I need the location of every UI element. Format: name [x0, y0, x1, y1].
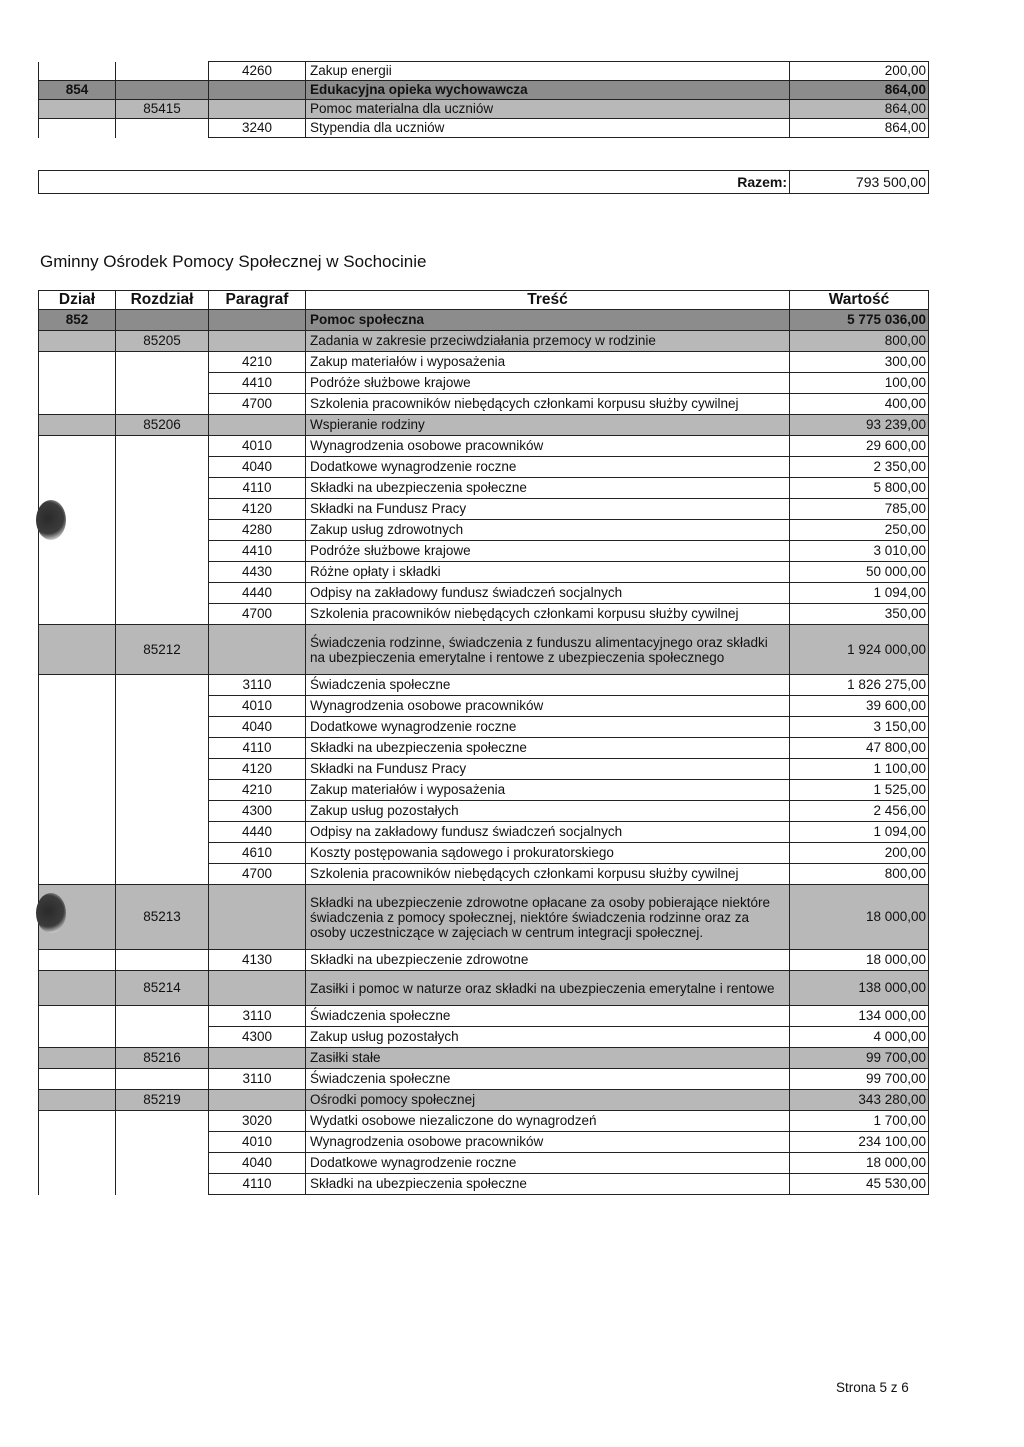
- cell-wartosc: 2 350,00: [790, 457, 929, 478]
- cell-dzial: [39, 541, 116, 562]
- razem-row: [39, 171, 929, 194]
- cell-dzial: [39, 950, 116, 971]
- cell-tresc: Odpisy na zakładowy fundusz świadczeń socjalnych: [306, 822, 790, 843]
- cell-tresc: Wynagrodzenia osobowe pracowników: [306, 1132, 790, 1153]
- table-row-item: [39, 373, 929, 394]
- cell-rozdzial: [116, 801, 209, 822]
- cell-tresc: Pomoc społeczna: [306, 310, 790, 331]
- table-row-item: [39, 604, 929, 625]
- cell-wartosc: 5 775 036,00: [790, 310, 929, 331]
- cell-wartosc: 99 700,00: [790, 1048, 929, 1069]
- cell-paragraf: 4210: [209, 352, 306, 373]
- cell-dzial: [39, 780, 116, 801]
- cell-dzial: [39, 62, 116, 81]
- top-budget-table: [38, 61, 929, 138]
- table-row-item: [39, 562, 929, 583]
- cell-rozdzial: [116, 759, 209, 780]
- cell-dzial: [39, 1174, 116, 1195]
- cell-rozdzial: [116, 352, 209, 373]
- cell-wartosc: 5 800,00: [790, 478, 929, 499]
- cell-wartosc: 343 280,00: [790, 1090, 929, 1111]
- cell-rozdzial: [116, 780, 209, 801]
- cell-dzial: [39, 352, 116, 373]
- gops-budget-table: [38, 290, 929, 1195]
- cell-paragraf: [209, 331, 306, 352]
- cell-wartosc: 864,00: [790, 81, 929, 100]
- cell-rozdzial: [116, 738, 209, 759]
- cell-paragraf: 4430: [209, 562, 306, 583]
- cell-paragraf: [209, 310, 306, 331]
- cell-tresc: Szkolenia pracowników niebędących członkami korpusu służby cywilnej: [306, 864, 790, 885]
- cell-tresc: Świadczenia społeczne: [306, 675, 790, 696]
- cell-wartosc: 2 456,00: [790, 801, 929, 822]
- cell-tresc: Wspieranie rodziny: [306, 415, 790, 436]
- cell-paragraf: [209, 81, 306, 100]
- header-dzial: Dział: [39, 291, 116, 310]
- cell-dzial: [39, 436, 116, 457]
- main-table-body: [39, 310, 929, 1195]
- header-wartosc: Wartość: [790, 291, 929, 310]
- table-row-rozdzial: [39, 1090, 929, 1111]
- cell-paragraf: 4440: [209, 822, 306, 843]
- cell-dzial: 854: [39, 81, 116, 100]
- table-row-rozdzial: [39, 100, 929, 119]
- table-row-item: [39, 1153, 929, 1174]
- cell-wartosc: 250,00: [790, 520, 929, 541]
- cell-wartosc: 18 000,00: [790, 950, 929, 971]
- cell-dzial: [39, 801, 116, 822]
- cell-paragraf: 4040: [209, 457, 306, 478]
- table-row-dzial: [39, 310, 929, 331]
- header-paragraf: Paragraf: [209, 291, 306, 310]
- cell-paragraf: 3110: [209, 1069, 306, 1090]
- cell-paragraf: 4010: [209, 696, 306, 717]
- cell-paragraf: 4440: [209, 583, 306, 604]
- cell-rozdzial: 85415: [116, 100, 209, 119]
- cell-tresc: Wynagrodzenia osobowe pracowników: [306, 696, 790, 717]
- cell-dzial: [39, 1048, 116, 1069]
- cell-dzial: [39, 1006, 116, 1027]
- cell-rozdzial: [116, 62, 209, 81]
- cell-rozdzial: 85216: [116, 1048, 209, 1069]
- cell-wartosc: 200,00: [790, 843, 929, 864]
- punch-hole-bottom: [36, 893, 66, 933]
- cell-rozdzial: [116, 1132, 209, 1153]
- cell-tresc: Dodatkowe wynagrodzenie roczne: [306, 1153, 790, 1174]
- cell-wartosc: 134 000,00: [790, 1006, 929, 1027]
- cell-dzial: [39, 1111, 116, 1132]
- cell-tresc: Podróże służbowe krajowe: [306, 541, 790, 562]
- cell-wartosc: 1 924 000,00: [790, 625, 929, 675]
- cell-rozdzial: [116, 822, 209, 843]
- cell-dzial: [39, 331, 116, 352]
- cell-rozdzial: [116, 696, 209, 717]
- table-row-item: [39, 1132, 929, 1153]
- cell-tresc: Dodatkowe wynagrodzenie roczne: [306, 717, 790, 738]
- razem-summary: [38, 170, 929, 194]
- cell-tresc: Edukacyjna opieka wychowawcza: [306, 81, 790, 100]
- cell-wartosc: 1 094,00: [790, 583, 929, 604]
- cell-tresc: Pomoc materialna dla uczniów: [306, 100, 790, 119]
- cell-wartosc: 800,00: [790, 864, 929, 885]
- cell-paragraf: [209, 625, 306, 675]
- cell-paragraf: 4040: [209, 717, 306, 738]
- cell-wartosc: 18 000,00: [790, 885, 929, 950]
- cell-wartosc: 1 700,00: [790, 1111, 929, 1132]
- cell-wartosc: 39 600,00: [790, 696, 929, 717]
- cell-dzial: [39, 675, 116, 696]
- cell-rozdzial: [116, 675, 209, 696]
- cell-wartosc: 1 094,00: [790, 822, 929, 843]
- cell-wartosc: 3 150,00: [790, 717, 929, 738]
- cell-rozdzial: [116, 1153, 209, 1174]
- cell-wartosc: 1 826 275,00: [790, 675, 929, 696]
- cell-dzial: [39, 843, 116, 864]
- cell-dzial: [39, 373, 116, 394]
- cell-paragraf: 4700: [209, 604, 306, 625]
- cell-wartosc: 93 239,00: [790, 415, 929, 436]
- cell-rozdzial: [116, 1111, 209, 1132]
- table-row-item: [39, 864, 929, 885]
- cell-wartosc: 864,00: [790, 119, 929, 138]
- cell-paragraf: 4010: [209, 1132, 306, 1153]
- cell-paragraf: 3020: [209, 1111, 306, 1132]
- cell-rozdzial: [116, 562, 209, 583]
- table-row-item: [39, 696, 929, 717]
- cell-tresc: Świadczenia społeczne: [306, 1069, 790, 1090]
- cell-dzial: [39, 1027, 116, 1048]
- cell-dzial: [39, 822, 116, 843]
- cell-tresc: Składki na Fundusz Pracy: [306, 759, 790, 780]
- cell-wartosc: 50 000,00: [790, 562, 929, 583]
- table-row-item: [39, 780, 929, 801]
- cell-dzial: [39, 696, 116, 717]
- cell-tresc: Zakup materiałów i wyposażenia: [306, 780, 790, 801]
- cell-wartosc: 18 000,00: [790, 1153, 929, 1174]
- cell-paragraf: 3110: [209, 675, 306, 696]
- cell-rozdzial: [116, 864, 209, 885]
- cell-paragraf: [209, 1090, 306, 1111]
- cell-paragraf: 4410: [209, 541, 306, 562]
- cell-wartosc: 800,00: [790, 331, 929, 352]
- cell-wartosc: 864,00: [790, 100, 929, 119]
- cell-tresc: Różne opłaty i składki: [306, 562, 790, 583]
- cell-tresc: Zakup materiałów i wyposażenia: [306, 352, 790, 373]
- table-row-item: [39, 1174, 929, 1195]
- cell-paragraf: [209, 971, 306, 1006]
- cell-rozdzial: [116, 81, 209, 100]
- cell-dzial: [39, 583, 116, 604]
- cell-dzial: [39, 1132, 116, 1153]
- razem-label: Razem:: [39, 171, 790, 194]
- cell-tresc: Składki na ubezpieczenie zdrowotne opłacane za osoby pobierające niektóre świadczenia z pomocy społecznej, niektóre świadczenia rodzinne oraz za osoby uczestniczące w zajęciach w centrum integracji społecznej.: [306, 885, 790, 950]
- cell-paragraf: 4610: [209, 843, 306, 864]
- cell-rozdzial: [116, 604, 209, 625]
- cell-dzial: [39, 100, 116, 119]
- cell-paragraf: [209, 885, 306, 950]
- cell-dzial: [39, 562, 116, 583]
- cell-rozdzial: [116, 394, 209, 415]
- cell-paragraf: 4700: [209, 394, 306, 415]
- cell-rozdzial: [116, 457, 209, 478]
- cell-tresc: Wydatki osobowe niezaliczone do wynagrodzeń: [306, 1111, 790, 1132]
- cell-paragraf: 3240: [209, 119, 306, 138]
- cell-paragraf: 4210: [209, 780, 306, 801]
- cell-dzial: [39, 864, 116, 885]
- cell-wartosc: 300,00: [790, 352, 929, 373]
- cell-rozdzial: 85212: [116, 625, 209, 675]
- cell-dzial: [39, 119, 116, 138]
- cell-wartosc: 45 530,00: [790, 1174, 929, 1195]
- table-row-item: [39, 717, 929, 738]
- table-row-item: [39, 62, 929, 81]
- cell-wartosc: 785,00: [790, 499, 929, 520]
- cell-paragraf: 4260: [209, 62, 306, 81]
- cell-paragraf: 4700: [209, 864, 306, 885]
- table-row-item: [39, 499, 929, 520]
- table-row-rozdzial: [39, 415, 929, 436]
- cell-rozdzial: 85213: [116, 885, 209, 950]
- cell-paragraf: 4410: [209, 373, 306, 394]
- cell-tresc: Zadania w zakresie przeciwdziałania przemocy w rodzinie: [306, 331, 790, 352]
- cell-rozdzial: [116, 119, 209, 138]
- cell-paragraf: 4120: [209, 499, 306, 520]
- table-row-rozdzial: [39, 625, 929, 675]
- cell-rozdzial: [116, 1027, 209, 1048]
- table-row-item: [39, 457, 929, 478]
- cell-paragraf: 4110: [209, 478, 306, 499]
- cell-rozdzial: 85214: [116, 971, 209, 1006]
- cell-rozdzial: [116, 478, 209, 499]
- cell-rozdzial: [116, 499, 209, 520]
- cell-paragraf: 4110: [209, 1174, 306, 1195]
- cell-dzial: [39, 717, 116, 738]
- cell-paragraf: 4300: [209, 801, 306, 822]
- section-title: Gminny Ośrodek Pomocy Społecznej w Sochocinie: [40, 252, 427, 271]
- table-row-dzial: [39, 81, 929, 100]
- cell-dzial: [39, 1153, 116, 1174]
- cell-tresc: Zakup usług pozostałych: [306, 1027, 790, 1048]
- cell-rozdzial: [116, 373, 209, 394]
- cell-dzial: [39, 415, 116, 436]
- cell-paragraf: 4110: [209, 738, 306, 759]
- cell-tresc: Zakup energii: [306, 62, 790, 81]
- table-row-item: [39, 675, 929, 696]
- cell-tresc: Szkolenia pracowników niebędących członkami korpusu służby cywilnej: [306, 604, 790, 625]
- cell-tresc: Składki na ubezpieczenie zdrowotne: [306, 950, 790, 971]
- razem-value: 793 500,00: [790, 171, 929, 194]
- table-row-item: [39, 394, 929, 415]
- cell-wartosc: 200,00: [790, 62, 929, 81]
- cell-dzial: [39, 604, 116, 625]
- table-row-rozdzial: [39, 885, 929, 950]
- cell-paragraf: 4010: [209, 436, 306, 457]
- cell-dzial: [39, 1069, 116, 1090]
- table-row-rozdzial: [39, 971, 929, 1006]
- cell-dzial: [39, 478, 116, 499]
- cell-wartosc: 29 600,00: [790, 436, 929, 457]
- cell-rozdzial: [116, 1006, 209, 1027]
- cell-tresc: Dodatkowe wynagrodzenie roczne: [306, 457, 790, 478]
- cell-tresc: Koszty postępowania sądowego i prokuratorskiego: [306, 843, 790, 864]
- cell-rozdzial: [116, 1174, 209, 1195]
- cell-tresc: Składki na ubezpieczenia społeczne: [306, 478, 790, 499]
- cell-wartosc: 350,00: [790, 604, 929, 625]
- cell-wartosc: 99 700,00: [790, 1069, 929, 1090]
- table-row-item: [39, 1069, 929, 1090]
- table-row-rozdzial: [39, 1048, 929, 1069]
- cell-tresc: Podróże służbowe krajowe: [306, 373, 790, 394]
- cell-tresc: Zasiłki stałe: [306, 1048, 790, 1069]
- cell-rozdzial: [116, 310, 209, 331]
- top-table-body: [39, 62, 929, 138]
- cell-dzial: [39, 457, 116, 478]
- cell-dzial: [39, 625, 116, 675]
- table-row-item: [39, 738, 929, 759]
- cell-tresc: Stypendia dla uczniów: [306, 119, 790, 138]
- cell-paragraf: 4280: [209, 520, 306, 541]
- cell-paragraf: [209, 100, 306, 119]
- table-row-item: [39, 822, 929, 843]
- cell-dzial: [39, 738, 116, 759]
- cell-tresc: Zasiłki i pomoc w naturze oraz składki na ubezpieczenia emerytalne i rentowe: [306, 971, 790, 1006]
- cell-dzial: 852: [39, 310, 116, 331]
- cell-wartosc: 400,00: [790, 394, 929, 415]
- table-row-item: [39, 801, 929, 822]
- cell-rozdzial: [116, 541, 209, 562]
- table-row-item: [39, 119, 929, 138]
- cell-wartosc: 138 000,00: [790, 971, 929, 1006]
- table-row-item: [39, 950, 929, 971]
- punch-hole-top: [36, 500, 66, 540]
- cell-wartosc: 1 100,00: [790, 759, 929, 780]
- cell-dzial: [39, 971, 116, 1006]
- table-row-item: [39, 843, 929, 864]
- cell-paragraf: 4130: [209, 950, 306, 971]
- header-rozdzial: Rozdział: [116, 291, 209, 310]
- cell-paragraf: [209, 1048, 306, 1069]
- cell-tresc: Zakup usług pozostałych: [306, 801, 790, 822]
- cell-paragraf: [209, 415, 306, 436]
- cell-rozdzial: [116, 950, 209, 971]
- table-row-item: [39, 1027, 929, 1048]
- table-row-rozdzial: [39, 331, 929, 352]
- cell-wartosc: 4 000,00: [790, 1027, 929, 1048]
- cell-wartosc: 100,00: [790, 373, 929, 394]
- cell-dzial: [39, 759, 116, 780]
- cell-paragraf: 3110: [209, 1006, 306, 1027]
- cell-dzial: [39, 1090, 116, 1111]
- cell-tresc: Świadczenia społeczne: [306, 1006, 790, 1027]
- table-row-item: [39, 352, 929, 373]
- table-row-item: [39, 583, 929, 604]
- cell-paragraf: 4040: [209, 1153, 306, 1174]
- cell-rozdzial: [116, 1069, 209, 1090]
- table-row-item: [39, 520, 929, 541]
- cell-wartosc: 234 100,00: [790, 1132, 929, 1153]
- table-row-item: [39, 541, 929, 562]
- table-header-row: [39, 291, 929, 310]
- cell-wartosc: 3 010,00: [790, 541, 929, 562]
- cell-tresc: Świadczenia rodzinne, świadczenia z funduszu alimentacyjnego oraz składki na ubezpieczenia emerytalne i rentowe z ubezpieczenia społecznego: [306, 625, 790, 675]
- cell-rozdzial: [116, 436, 209, 457]
- cell-tresc: Ośrodki pomocy społecznej: [306, 1090, 790, 1111]
- cell-rozdzial: [116, 717, 209, 738]
- header-tresc: Treść: [306, 291, 790, 310]
- cell-wartosc: 1 525,00: [790, 780, 929, 801]
- cell-rozdzial: 85206: [116, 415, 209, 436]
- cell-rozdzial: [116, 843, 209, 864]
- cell-rozdzial: 85219: [116, 1090, 209, 1111]
- cell-tresc: Składki na ubezpieczenia społeczne: [306, 1174, 790, 1195]
- table-row-item: [39, 436, 929, 457]
- table-row-item: [39, 1111, 929, 1132]
- cell-tresc: Szkolenia pracowników niebędących członkami korpusu służby cywilnej: [306, 394, 790, 415]
- table-row-item: [39, 759, 929, 780]
- cell-rozdzial: [116, 583, 209, 604]
- table-row-item: [39, 1006, 929, 1027]
- cell-paragraf: 4120: [209, 759, 306, 780]
- cell-wartosc: 47 800,00: [790, 738, 929, 759]
- table-row-item: [39, 478, 929, 499]
- cell-tresc: Wynagrodzenia osobowe pracowników: [306, 436, 790, 457]
- cell-tresc: Składki na ubezpieczenia społeczne: [306, 738, 790, 759]
- cell-tresc: Zakup usług zdrowotnych: [306, 520, 790, 541]
- cell-tresc: Składki na Fundusz Pracy: [306, 499, 790, 520]
- cell-rozdzial: [116, 520, 209, 541]
- page-number: Strona 5 z 6: [836, 1380, 909, 1395]
- cell-rozdzial: 85205: [116, 331, 209, 352]
- cell-dzial: [39, 394, 116, 415]
- cell-paragraf: 4300: [209, 1027, 306, 1048]
- cell-tresc: Odpisy na zakładowy fundusz świadczeń socjalnych: [306, 583, 790, 604]
